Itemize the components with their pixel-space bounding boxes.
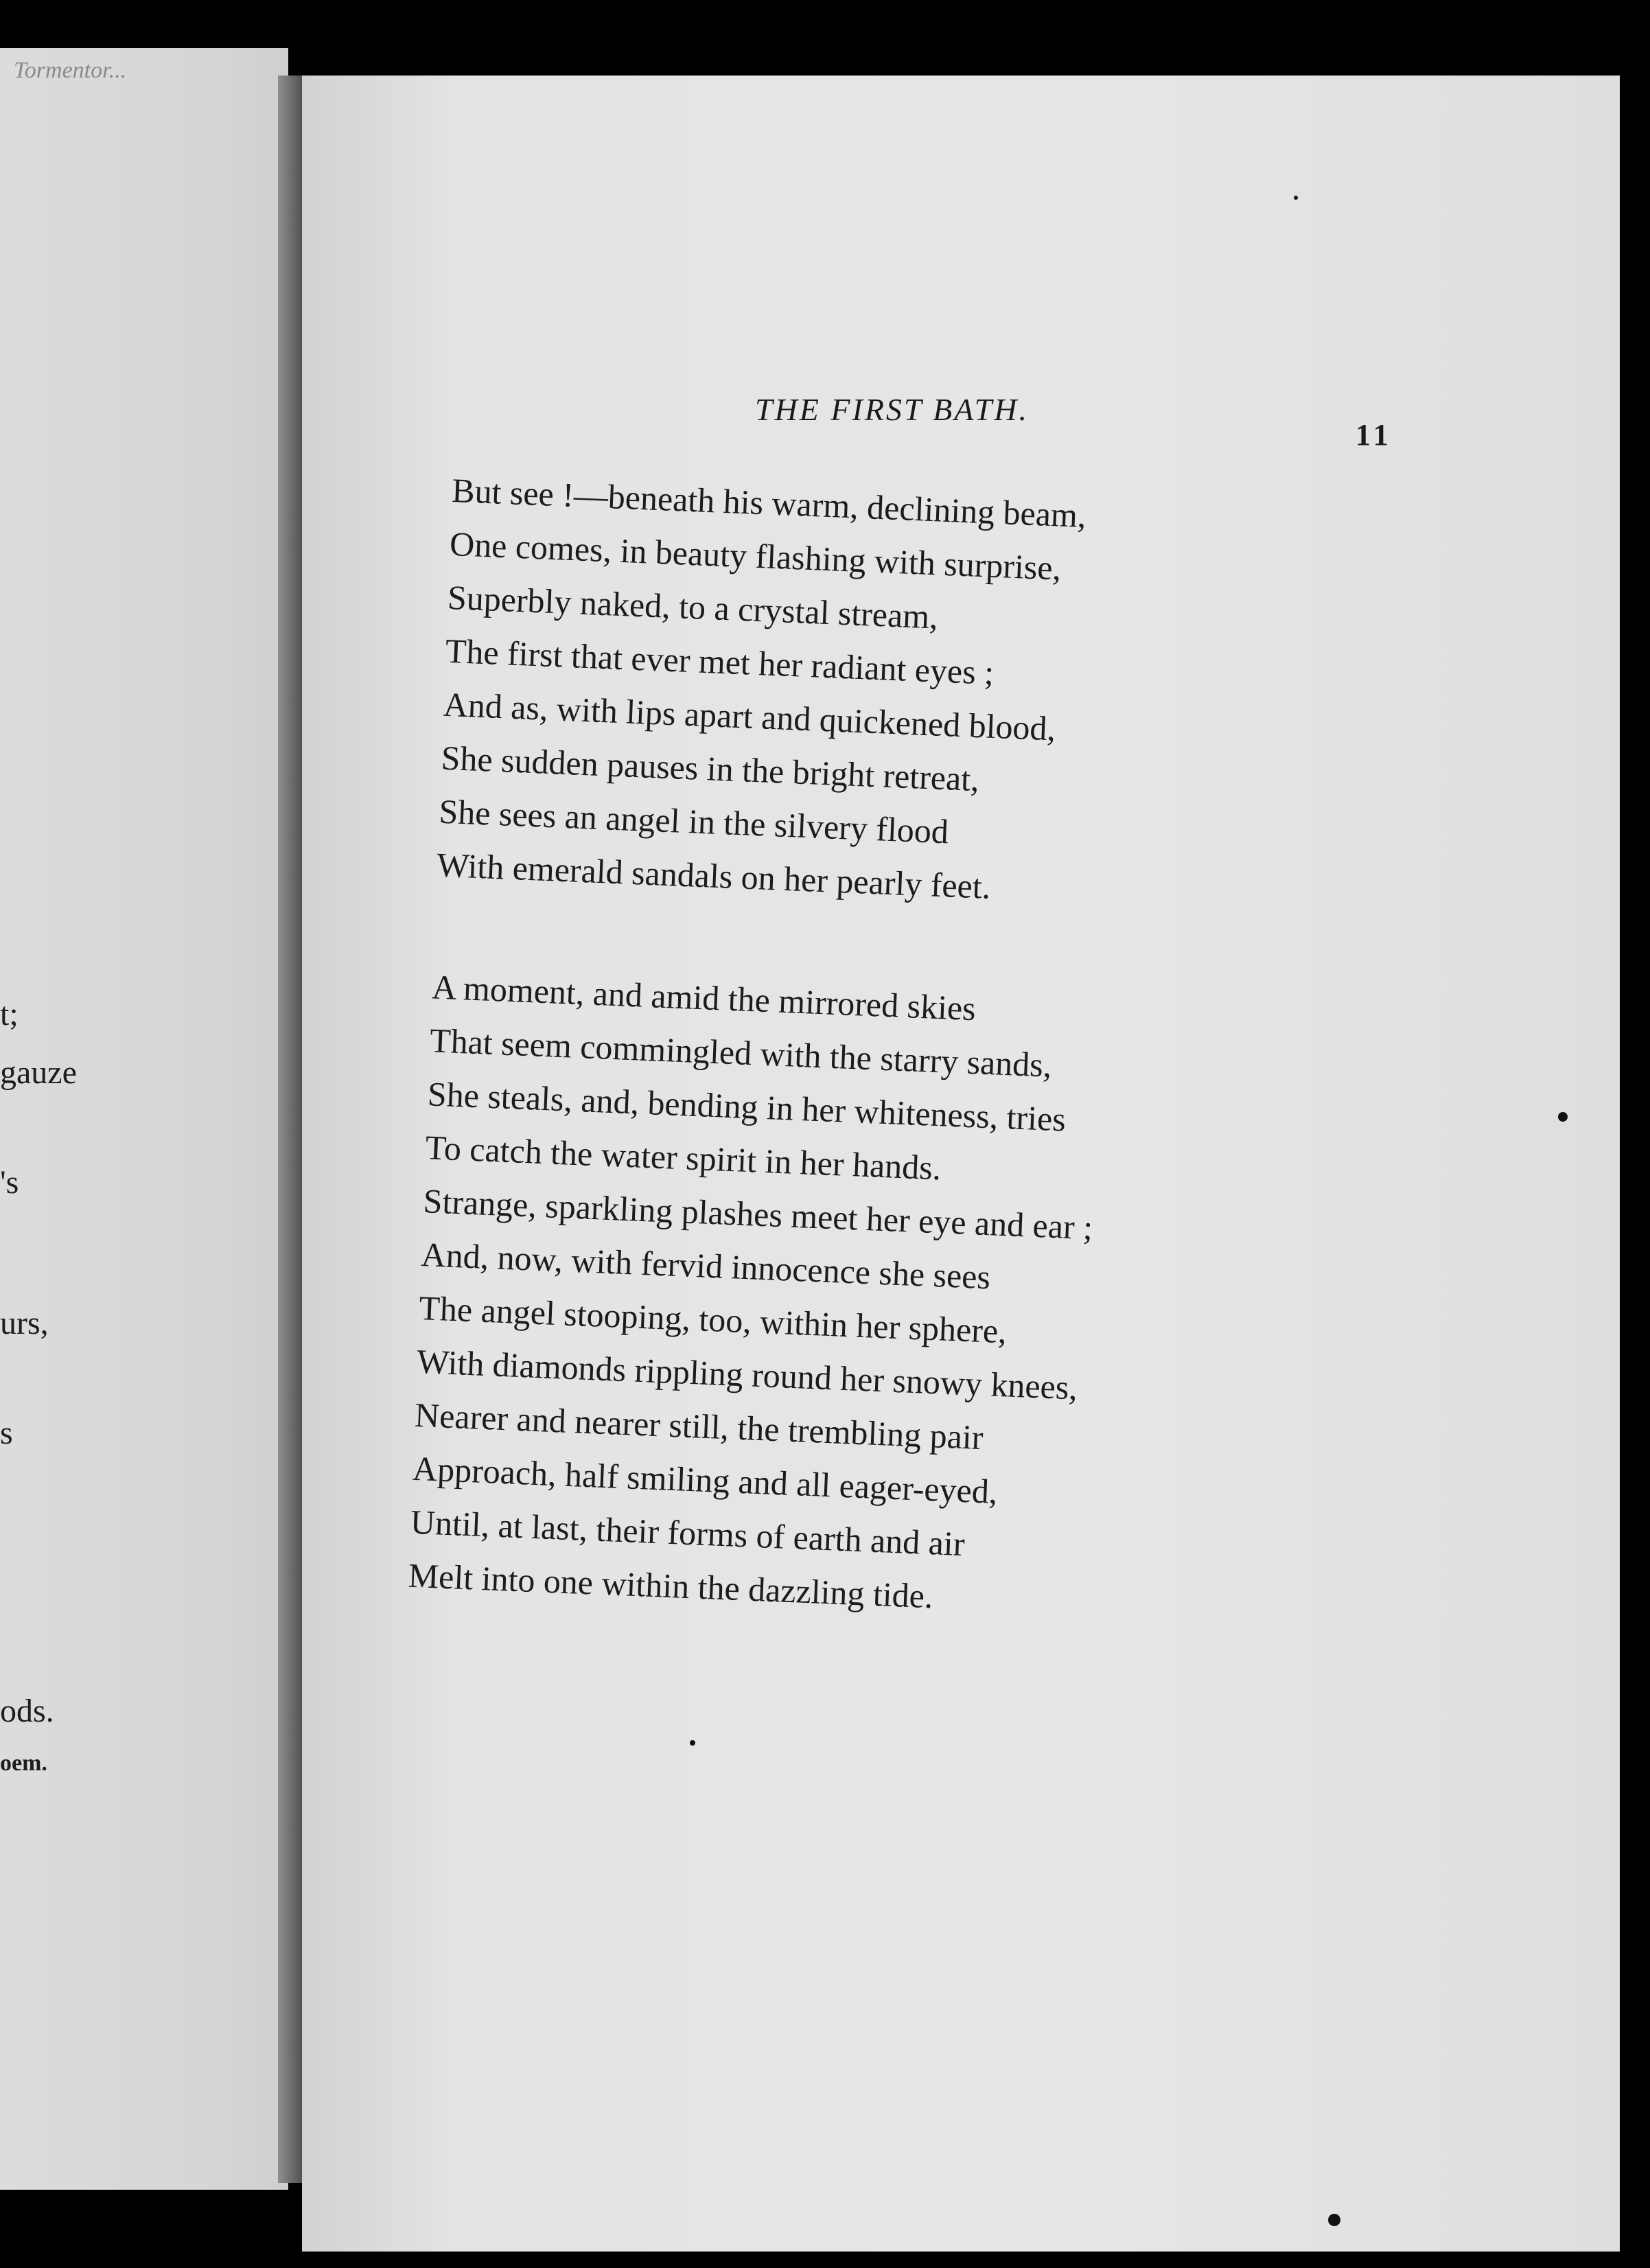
poem-line: A moment, and amid the mirrored skies: [431, 967, 977, 1028]
poem-line: And, now, with fervid innocence she sees: [420, 1235, 992, 1297]
poem-line: Approach, half smiling and all eager-eyed,: [412, 1448, 999, 1512]
page-number: 11: [1356, 418, 1393, 452]
scan-speck: [690, 1740, 695, 1746]
scan-speck: [1558, 1112, 1568, 1122]
running-header: THE FIRST BATH.: [755, 392, 1029, 427]
poem-line: Strange, sparkling plashes meet her eye and ear ;: [422, 1181, 1094, 1247]
left-fragment: s: [0, 1415, 13, 1451]
scan-speck: [1328, 2214, 1340, 2226]
poem-line: One comes, in beauty flashing with surprise,: [449, 524, 1062, 588]
stanza: [407, 960, 1102, 1628]
left-page: [0, 48, 288, 2190]
poem-line: The angel stooping, too, within her sphere,: [418, 1288, 1008, 1351]
poem-line: With emerald sandals on her pearly feet.: [436, 845, 992, 906]
left-page-top-text: Tormentor...: [14, 58, 127, 83]
poem-line: To catch the water spirit in her hands.: [424, 1128, 942, 1188]
left-fragment: oem.: [0, 1750, 47, 1776]
scan-speck: [1294, 196, 1298, 200]
poem-line: The first that ever met her radiant eyes ;: [444, 631, 995, 692]
poem-line: She sees an angel in the silvery flood: [438, 791, 950, 851]
poem-line: She sudden pauses in the bright retreat,: [440, 738, 980, 799]
left-fragment: ods.: [0, 1693, 54, 1729]
left-fragment: gauze: [0, 1054, 77, 1091]
poem-line: Nearer and nearer still, the trembling pair: [414, 1395, 984, 1457]
stanza: [436, 463, 1122, 918]
left-fragment: 's: [0, 1164, 19, 1201]
left-fragment: t;: [0, 996, 19, 1032]
poem-line: Superbly naked, to a crystal stream,: [447, 577, 939, 636]
poem-line: Until, at last, their forms of earth and air: [409, 1502, 966, 1564]
poem-body: [404, 463, 1122, 1698]
poem-line: With diamonds rippling round her snowy knees,: [416, 1341, 1078, 1407]
poem-line: Melt into one within the dazzling tide.: [407, 1555, 934, 1616]
poem-line: That seem commingled with the starry sands,: [429, 1021, 1053, 1085]
left-fragment: urs,: [0, 1305, 49, 1341]
poem-line: But see !—beneath his warm, declining beam,: [451, 470, 1087, 535]
poem-line: And as, with lips apart and quickened blood,: [442, 684, 1057, 748]
poem-line: She steals, and, bending in her whiteness, tries: [426, 1074, 1067, 1139]
